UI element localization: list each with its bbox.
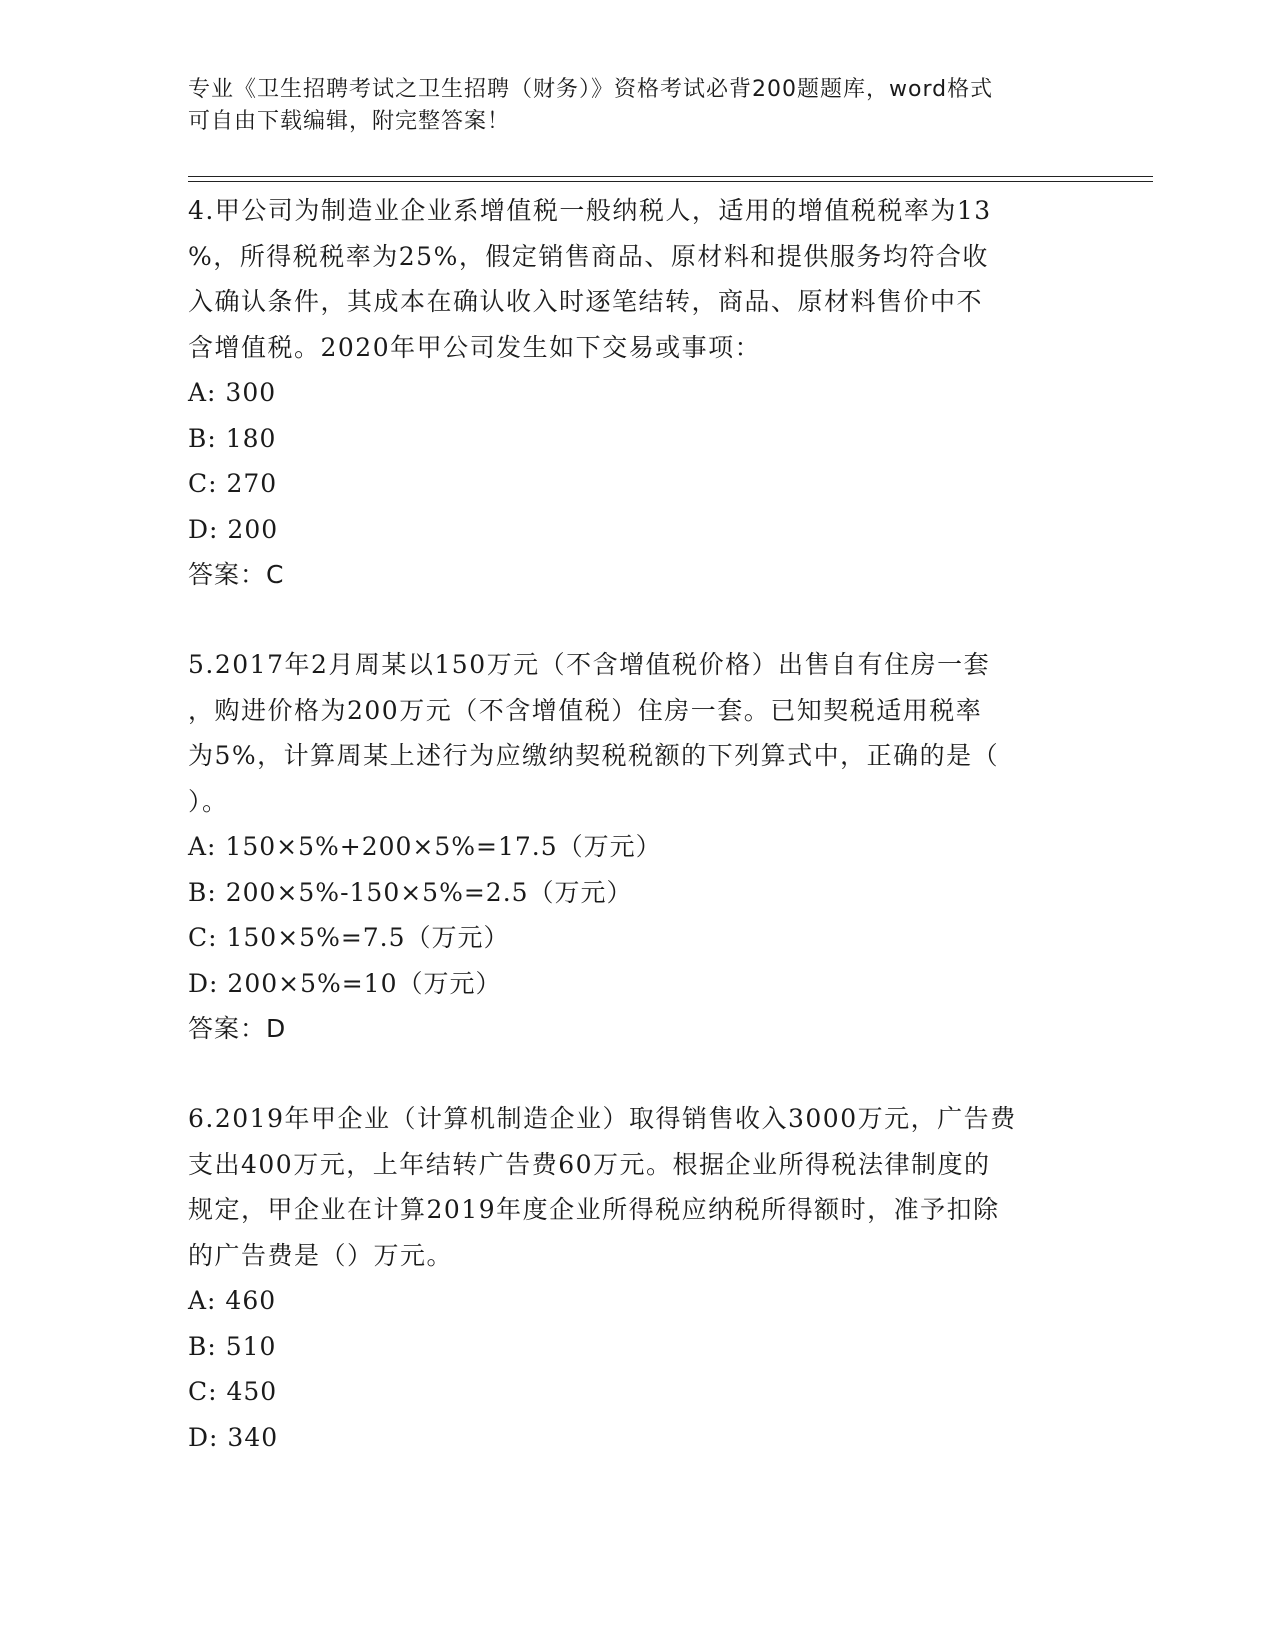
option-b: B: 510 — [188, 1331, 277, 1361]
question-stem-line: 4.甲公司为制造业企业系增值税一般纳税人，适用的增值税税率为13 — [188, 196, 992, 225]
question-stem-line: 规定，甲企业在计算2019年度企业所得税应纳税所得额时，准予扣除 — [188, 1195, 1000, 1224]
option-a: A: 150×5%+200×5%=17.5（万元） — [188, 832, 662, 861]
question-stem-line: %，所得税税率为25%，假定销售商品、原材料和提供服务均符合收 — [188, 241, 989, 271]
question-stem-line: 支出400万元，上年结转广告费60万元。根据企业所得税法律制度的 — [188, 1149, 991, 1179]
option-d: D: 200×5%=10（万元） — [188, 968, 502, 998]
option-b: B: 200×5%-150×5%=2.5（万元） — [188, 877, 633, 907]
answer-label: 答案：D — [188, 1014, 287, 1043]
header-line-1: 专业《卫生招聘考试之卫生招聘（财务）》资格考试必背200题题库，word格式 — [188, 77, 994, 102]
question-stem-line: 6.2019年甲企业（计算机制造企业）取得销售收入3000万元，广告费 — [188, 1104, 1017, 1133]
question-6 — [188, 1096, 1068, 1460]
header-divider-bottom — [188, 181, 1153, 182]
header-line-2: 可自由下载编辑，附完整答案！ — [188, 109, 511, 134]
document-header — [188, 74, 1068, 138]
question-stem-line: 的广告费是（）万元。 — [188, 1240, 454, 1270]
question-stem-line: ）。 — [188, 786, 229, 816]
question-stem-line: 为5%，计算周某上述行为应缴纳契税税额的下列算式中，正确的是（ — [188, 741, 1000, 770]
answer-label: 答案：C — [188, 560, 285, 589]
question-4 — [188, 188, 1068, 598]
option-d: D: 340 — [188, 1422, 279, 1452]
option-c: C: 150×5%=7.5（万元） — [188, 923, 510, 952]
option-a: A: 300 — [188, 378, 277, 407]
question-stem-line: ，购进价格为200万元（不含增值税）住房一套。已知契税适用税率 — [188, 695, 983, 725]
question-stem-line: 入确认条件，其成本在确认收入时逐笔结转，商品、原材料售价中不 — [188, 287, 984, 316]
question-stem-line: 含增值税。2020年甲公司发生如下交易或事项： — [188, 332, 762, 362]
question-stem-line: 5.2017年2月周某以150万元（不含增值税价格）出售自有住房一套 — [188, 650, 991, 679]
option-c: C: 270 — [188, 469, 278, 498]
question-5 — [188, 642, 1068, 1052]
option-c: C: 450 — [188, 1377, 278, 1406]
option-a: A: 460 — [188, 1286, 277, 1315]
option-b: B: 180 — [188, 423, 277, 453]
option-d: D: 200 — [188, 514, 279, 544]
header-divider-top — [188, 176, 1153, 177]
